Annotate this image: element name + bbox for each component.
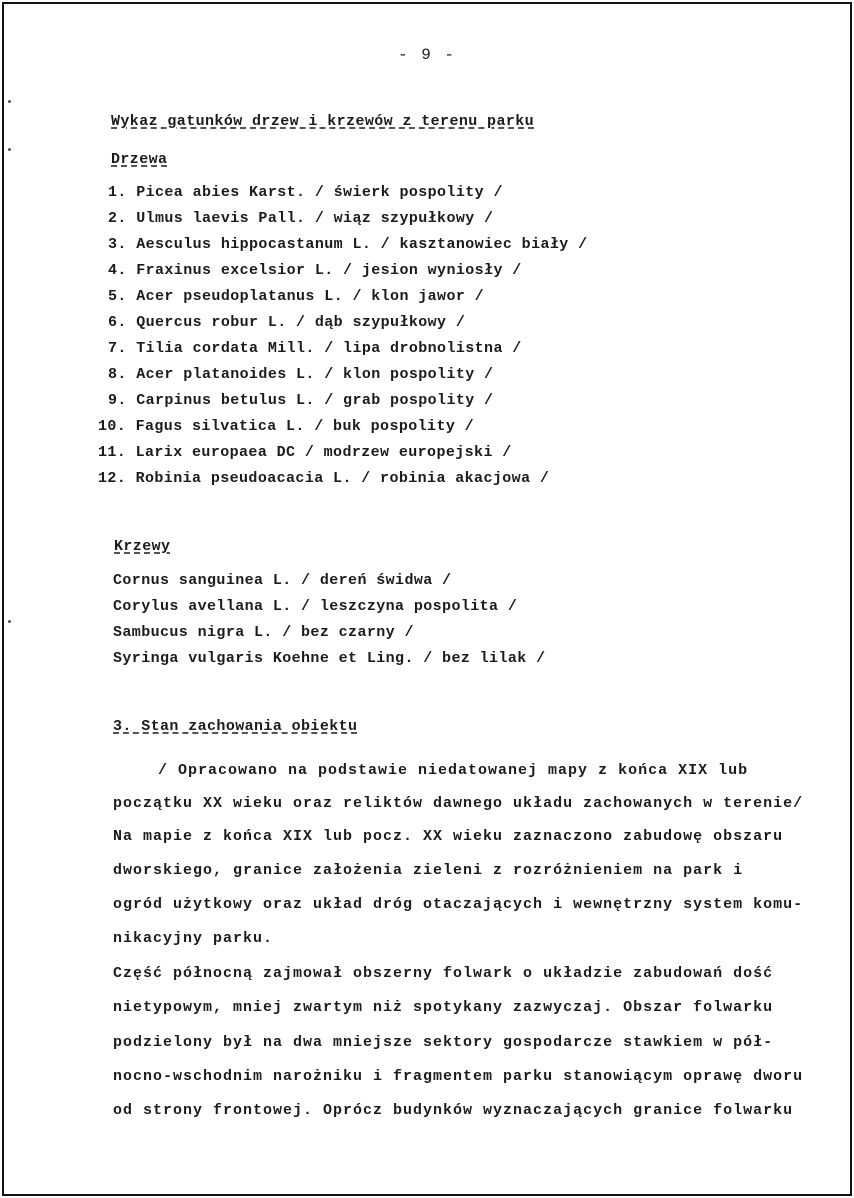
paragraph-line: Część północną zajmował obszerny folwark o układzie zabudowań dość (113, 965, 774, 982)
tree-item: 12. Robinia pseudoacacia L. / robinia akacjowa / (98, 470, 550, 487)
paragraph-line: od strony frontowej. Oprócz budynków wyznaczających granice folwarku (113, 1102, 794, 1119)
scan-speck (8, 620, 11, 623)
paragraph-line: nietypowym, mniej zwartym niż spotykany zazwyczaj. Obszar folwarku (113, 999, 774, 1016)
scan-speck (8, 100, 11, 103)
tree-item: 7. Tilia cordata Mill. / lipa drobnolistna / (108, 340, 522, 357)
paragraph-line: nocno-wschodnim narożniku i fragmentem parku stanowiącym oprawę dworu (113, 1068, 804, 1085)
tree-item: 8. Acer platanoides L. / klon pospolity / (108, 366, 494, 383)
tree-item: 4. Fraxinus excelsior L. / jesion wyniosły / (108, 262, 522, 279)
tree-item: 5. Acer pseudoplatanus L. / klon jawor / (108, 288, 485, 305)
paragraph-line: / Opracowano na podstawie niedatowanej mapy z końca XIX lub (158, 762, 749, 779)
tree-item: 1. Picea abies Karst. / świerk pospolity / (108, 184, 503, 201)
tree-item: 11. Larix europaea DC / modrzew europejski / (98, 444, 512, 461)
scan-speck (8, 148, 11, 151)
tree-item: 9. Carpinus betulus L. / grab pospolity / (108, 392, 494, 409)
shrub-item: Sambucus nigra L. / bez czarny / (113, 624, 414, 641)
shrub-item: Corylus avellana L. / leszczyna pospolita / (113, 598, 518, 615)
tree-item: 2. Ulmus laevis Pall. / wiąz szypułkowy / (108, 210, 494, 227)
section-title: 3. Stan zachowania obiektu (113, 718, 358, 735)
shrubs-title: Krzewy (114, 538, 171, 555)
paragraph-line: dworskiego, granice założenia zieleni z rozróżnieniem na park i (113, 862, 744, 879)
page-number: - 9 - (397, 46, 456, 64)
paragraph-line: nikacyjny parku. (113, 930, 274, 947)
paragraph-line: początku XX wieku oraz reliktów dawnego układu zachowanych w terenie/ (113, 795, 804, 812)
tree-item: 6. Quercus robur L. / dąb szypułkowy / (108, 314, 466, 331)
shrub-item: Syringa vulgaris Koehne et Ling. / bez lilak / (113, 650, 546, 667)
tree-item: 10. Fagus silvatica L. / buk pospolity / (98, 418, 475, 435)
tree-item: 3. Aesculus hippocastanum L. / kasztanowiec biały / (108, 236, 588, 253)
trees-title: Drzewa (111, 151, 168, 168)
paragraph-line: Na mapie z końca XIX lub pocz. XX wieku zaznaczono zabudowę obszaru (113, 828, 784, 845)
shrub-item: Cornus sanguinea L. / dereń świdwa / (113, 572, 452, 589)
paragraph-line: podzielony był na dwa mniejsze sektory gospodarcze stawkiem w pół- (113, 1034, 774, 1051)
paragraph-line: ogród użytkowy oraz układ dróg otaczających i wewnętrzny system komu- (113, 896, 804, 913)
list-heading: Wykaz gatunków drzew i krzewów z terenu parku (111, 113, 535, 130)
